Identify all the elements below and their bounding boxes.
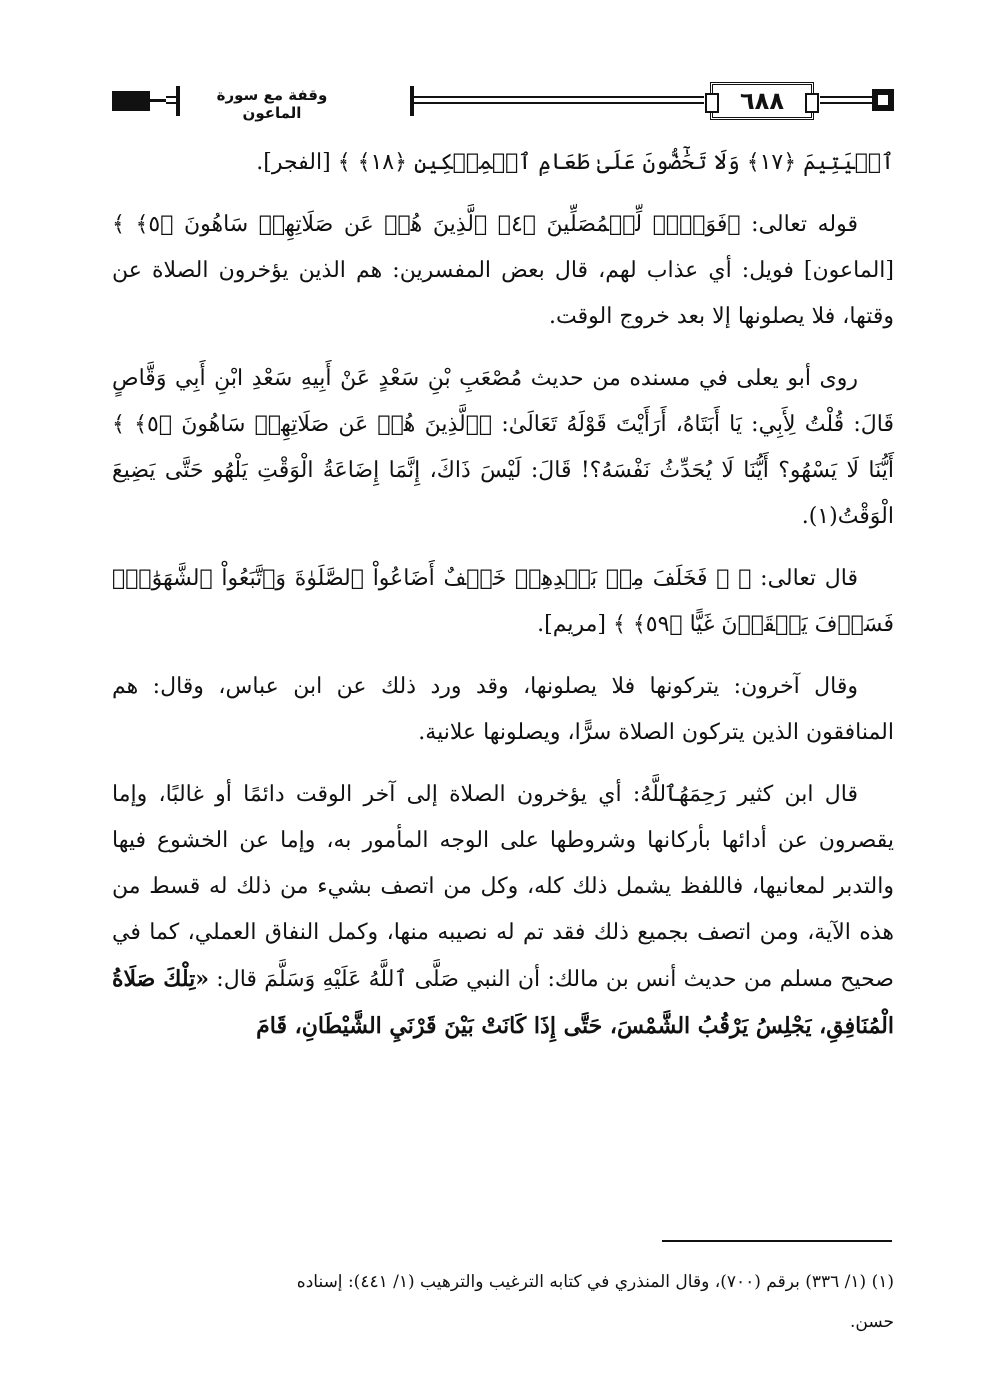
paragraph-1-text: ٱلۡيَتِيمَ ﴿١٧﴾ وَلَا تَحَٰٓضُّونَ عَلَىٰ طَعَامِ ٱلۡمِسۡكِينِ ﴿١٨﴾ ﴾ [الفجر]. xyxy=(256,150,894,175)
paragraph-1 xyxy=(112,140,894,186)
header-rule-right xyxy=(820,96,872,104)
running-header xyxy=(112,82,894,128)
running-title: وقفة مع سورة الماعون xyxy=(216,86,328,122)
paragraph-6 xyxy=(112,772,894,1050)
paragraph-5 xyxy=(112,664,894,756)
header-square-ornament xyxy=(872,89,894,111)
header-rule-left xyxy=(166,96,176,104)
paragraph-4 xyxy=(112,556,894,648)
paragraph-3-text: روى أبو يعلى في مسنده من حديث مُصْعَبِ بْنِ سَعْدٍ عَنْ أَبِيهِ سَعْدِ ابْنِ أَبِي وَقَّاصٍ قَالَ: قُلْتُ لِأَبِي: يَا أَبَتَاهُ، أَرَأَيْتَ قَوْلَهُ تَعَالَىٰ: ﴿ٱلَّذِينَ هُمۡ عَن صَلَاتِهِمۡ سَاهُونَ ﴿٥﴾ ﴾ أَيُّنَا لَا يَسْهُو؟ أَيُّنَا لَا يُحَدِّثُ نَفْسَهُ؟! قَالَ: لَيْسَ ذَاكَ، إِنَّمَا إِضَاعَةُ الْوَقْتِ يَلْهُو حَتَّى يَضِيعَ الْوَقْتُ(١). xyxy=(112,366,894,529)
footnote-1-line-2: حسن. xyxy=(849,1312,894,1332)
paragraph-5-text: وقال آخرون: يتركونها فلا يصلونها، وقد ورد ذلك عن ابن عباس، وقال: هم المنافقون الذين يتركون الصلاة سرًّا، ويصلونها علانية. xyxy=(112,674,894,745)
footnote-1-line-1: (١) (١/ ٣٣٦) برقم (٧٠٠)، وقال المنذري في كتابه الترغيب والترهيب (١/ ٤٤١): إسناده xyxy=(296,1272,894,1292)
page-number: ٦٨٨ xyxy=(740,87,784,115)
header-bar-connector xyxy=(150,99,166,102)
page-number-frame xyxy=(710,82,814,120)
header-rule-middle xyxy=(414,96,704,104)
header-tick-left xyxy=(176,86,180,116)
header-tick-middle xyxy=(410,86,414,116)
body-text xyxy=(112,140,894,1066)
paragraph-6-text: قال ابن كثير رَحِمَهُٱللَّهُ: أي يؤخرون الصلاة إلى آخر الوقت دائمًا أو غالبًا، وإما يقصرون عن أدائها بأركانها وشروطها على الوجه المأمور به، وإما عن الخشوع فيها والتدبر لمعانيها، فاللفظ يشمل ذلك كله، وكل من اتصف بشيء من ذلك له قسط من هذه الآية، ومن اتصف بجميع ذلك فقد تم له نصيبه منها، وكمل النفاق العملي، كما في صحيح مسلم من حديث أنس بن مالك: أن النبي صَلَّى ٱللَّهُ عَلَيْهِ وَسَلَّمَ قال: xyxy=(112,782,894,992)
paragraph-4-text: قال تعالى: ﴿ ۞ فَخَلَفَ مِنۢ بَعۡدِهِمۡ خَلۡفٌ أَضَاعُواْ ٱلصَّلَوٰةَ وَٱتَّبَعُواْ ٱلشَّهَوَٰتِۖ فَسَوۡفَ يَلۡقَوۡنَ غَيًّا ﴿٥٩﴾ ﴾ [مريم]. xyxy=(112,566,894,637)
footnote-separator xyxy=(662,1240,892,1242)
hadith-quote: «تِلْكَ صَلَاةُ الْمُنَافِقِ، يَجْلِسُ يَرْقُبُ الشَّمْسَ، حَتَّى إِذَا كَانَتْ بَيْنَ قَرْنَيِ الشَّيْطَانِ، قَامَ xyxy=(112,966,894,1039)
paragraph-2 xyxy=(112,202,894,340)
footnotes xyxy=(112,1262,894,1342)
paragraph-2-text: قوله تعالى: ﴿فَوَيۡلٞ لِّلۡمُصَلِّينَ ﴿٤﴾ ٱلَّذِينَ هُمۡ عَن صَلَاتِهِمۡ سَاهُونَ ﴿٥﴾ ﴾ [الماعون] فويل: أي عذاب لهم، قال بعض المفسرين: هم الذين يؤخرون الصلاة عن وقتها، فلا يصلونها إلا بعد خروج الوقت. xyxy=(112,212,894,329)
header-bar-ornament xyxy=(112,91,150,111)
paragraph-3 xyxy=(112,356,894,540)
